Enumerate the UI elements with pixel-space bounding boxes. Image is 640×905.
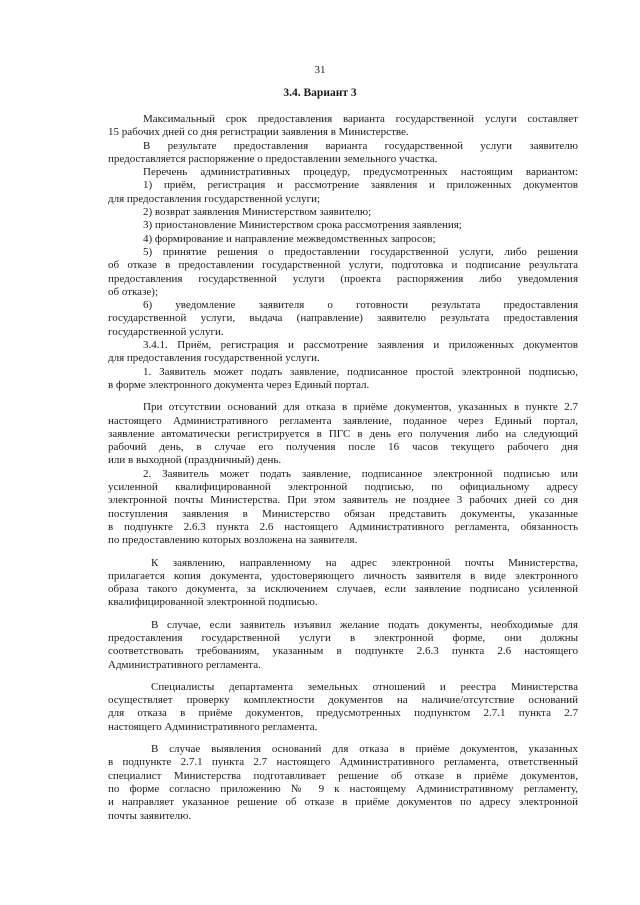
text-line: для предоставления государственной услуги; [108,192,321,205]
text-line: почты заявителю. [108,809,192,822]
text-line: 15 рабочих дней со дня регистрации заявления в Министерстве. [108,126,409,139]
text-line: 6) уведомление заявителя о готовности результата предоставления [143,299,578,312]
text-line: Административного регламента. [108,658,261,671]
text-line: специалист Министерства подготавливает решение об отказе в приёме документов, [108,769,578,782]
text-line: или в выходной (праздничный) день. [108,454,282,467]
text-line: заявление автоматически регистрируется в ПГС в день его получения либо на следующий [108,427,578,440]
text-line: рабочий день, в случае его получения после 16 часов текущего рабочего дня [108,441,578,454]
text-line: 5) принятие решения о предоставлении государственной услуги, либо решения [143,245,578,258]
text-line: 1) приём, регистрация и рассмотрение заявления и приложенных документов [143,179,578,192]
text-line: об отказе в предоставлении государственной услуги, подготовка и подписание результата [108,259,578,272]
text-line: поступления заявления в Министерство обязан представить документы, указанные [108,507,578,520]
text-line: предоставляется распоряжение о предоставлении земельного участка. [108,152,438,165]
text-line: Перечень административных процедур, предусмотренных настоящим вариантом: [143,166,578,179]
text-line: 1. Заявитель может подать заявление, подписанное простой электронной подписью, [143,365,578,378]
text-line: и направляет указанное решение об отказе в приёме документов по адресу электронной [108,796,578,809]
text-line: в форме электронного документа через Единый портал. [108,378,370,391]
text-line: по форме согласно приложению № 9 к настоящему Административному регламенту, [108,782,578,795]
text-line: Специалисты департамента земельных отношений и реестра Министерства [151,680,578,693]
text-line: 2. Заявитель может подать заявление, подписанное электронной подписью или [143,467,578,480]
text-line: для отказа в приёме документов, предусмотренных подпунктом 2.7.1 пункта 2.7 [108,707,578,720]
text-line: В случае, если заявитель изъявил желание подать документы, необходимые для [151,618,578,631]
document-body [108,113,578,823]
text-line: 2) возврат заявления Министерством заявителю; [143,206,372,219]
text-line: прилагается копия документа, удостоверяющего личность заявителя в виде электронного [108,569,578,582]
text-line: об отказе); [108,285,159,298]
text-line: соответствовать требованиям, указанным в подпункте 2.6.3 пункта 2.6 настоящего [108,645,578,658]
text-line: настоящего Административного регламента. [108,720,318,733]
text-line: государственной услуги. [108,325,224,338]
text-line: предоставления государственной услуги в электронной форме, они должны [108,631,578,644]
text-line: государственной услуги, выдача (направление) заявителю результата предоставления [108,312,578,325]
text-line: 4) формирование и направление межведомственных запросов; [143,232,436,245]
page-number: 31 [314,64,326,76]
section-title: 3.4. Вариант 3 [283,87,357,99]
text-line: в подпункте 2.6.3 пункта 2.6 настоящего Административного регламента, обязанность [108,520,578,533]
text-line: К заявлению, направленному на адрес электронной почты Министерства, [151,556,578,569]
text-line: Максимальный срок предоставления варианта государственной услуги составляет [143,113,578,125]
text-line: для предоставления государственной услуги. [108,352,320,365]
text-line: квалифицированной электронной подписью. [108,596,318,609]
text-line: В результате предоставления варианта государственной услуги заявителю [143,139,578,152]
text-line: усиленной квалифицированной электронной подписью, по официальному адресу [108,481,578,494]
text-line: предоставления государственной услуги (проекта распоряжения либо уведомления [108,272,578,285]
text-line: 3.4.1. Приём, регистрация и рассмотрение заявления и приложенных документов [143,339,578,352]
text-line: При отсутствии оснований для отказа в приёме документов, указанных в пункте 2.7 [143,401,578,414]
text-line: по предоставлению которых возложена на заявителя. [108,534,358,547]
text-line: осуществляет проверку комплектности документов на наличие/отсутствие оснований [108,694,578,707]
text-line: в подпункте 2.7.1 пункта 2.7 настоящего Административного регламента, ответственный [108,756,578,769]
text-line: 3) приостановление Министерством срока рассмотрения заявления; [143,219,462,232]
text-line: образа такого документа, за исключением случаев, если заявление подписано усиленной [108,583,578,596]
text-line: настоящего Административного регламента заявление, поданное через Единый портал, [108,414,578,427]
text-line: электронной почты Министерства. При этом заявитель не позднее 3 рабочих дней со дня [108,494,578,507]
text-line: В случае выявления оснований для отказа в приёме документов, указанных [151,743,578,756]
